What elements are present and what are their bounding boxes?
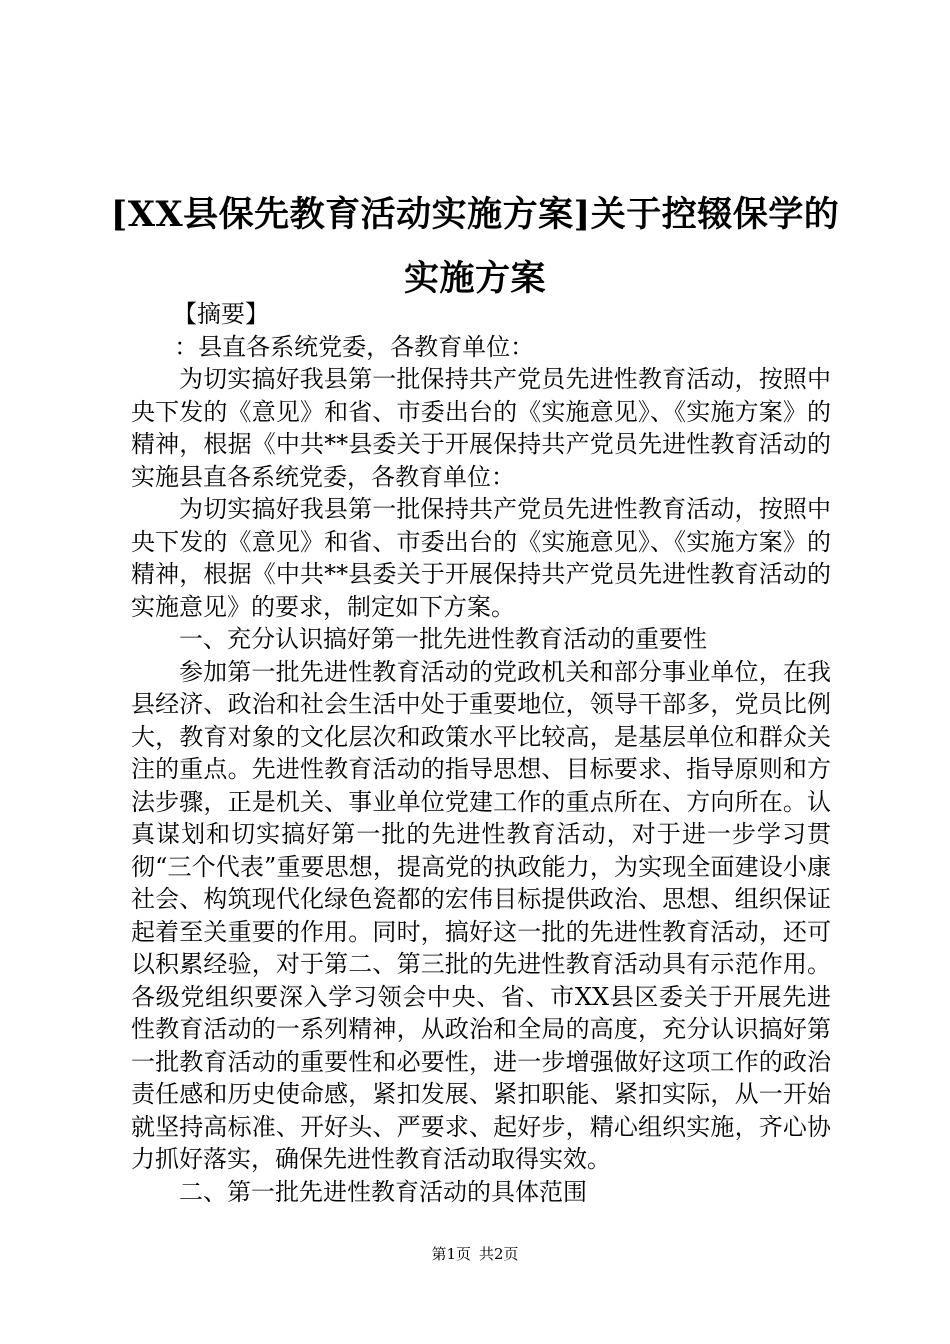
paragraph-2: 为切实搞好我县第一批保持共产党员先进性教育活动，按照中央下发的《意见》和省、市委出台的《实施意见》、《实施方案》的精神，根据《中共**县委关于开展保持共产党员先进性教育活动的实施意见》的要求，制定如下方案。 [131, 495, 831, 621]
document-body [131, 298, 831, 1208]
section-heading-2: 二、第一批先进性教育活动的具体范围 [179, 1177, 587, 1206]
page-footer [0, 1244, 950, 1264]
paragraph-3: 参加第一批先进性教育活动的党政机关和部分事业单位，在我县经济、政治和社会生活中处于重要地位，领导干部多，党员比例大，教育对象的文化层次和政策水平比较高，是基层单位和群众关注的重点。先进性教育活动的指导思想、目标要求、指导原则和方法步骤，正是机关、事业单位党建工作的重点所在、方向所在。认真谋划和切实搞好第一批的先进性教育活动，对于进一步学习贯彻“三个代表”重要思想，提高党的执政能力，为实现全面建设小康社会、构筑现代化绿色瓷都的宏伟目标提供政治、思想、组织保证起着至关重要的作用。同时，搞好这一批的先进性教育活动，还可以积累经验，对于第二、第三批的先进性教育活动具有示范作用。各级党组织要深入学习领会中央、省、市XX县区委关于开展先进性教育活动的一系列精神，从政治和全局的高度，充分认识搞好第一批教育活动的重要性和必要性，进一步增强做好这项工作的政治责任感和历史使命感，紧扣发展、紧扣职能、紧扣实际，从一开始就坚持高标准、开好头、严要求、起好步，精心组织实施，齐心协力抓好落实，确保先进性教育活动取得实效。 [131, 657, 831, 1173]
page-total: 共2页 [479, 1245, 519, 1263]
document-title: [XX县保先教育活动实施方案]关于控辍保学的实施方案 [110, 194, 840, 299]
paragraph-1: 为切实搞好我县第一批保持共产党员先进性教育活动，按照中央下发的《意见》和省、市委出台的《实施意见》、《实施方案》的精神，根据《中共**县委关于开展保持共产党员先进性教育活动的实施县直各系统党委，各教育单位： [131, 365, 831, 491]
salutation: ：县直各系统党委，各教育单位： [174, 332, 535, 361]
section-heading-1: 一、充分认识搞好第一批先进性教育活动的重要性 [179, 625, 707, 653]
page-number: 第1页 [431, 1245, 471, 1263]
summary-label: 【摘要】 [173, 300, 269, 328]
